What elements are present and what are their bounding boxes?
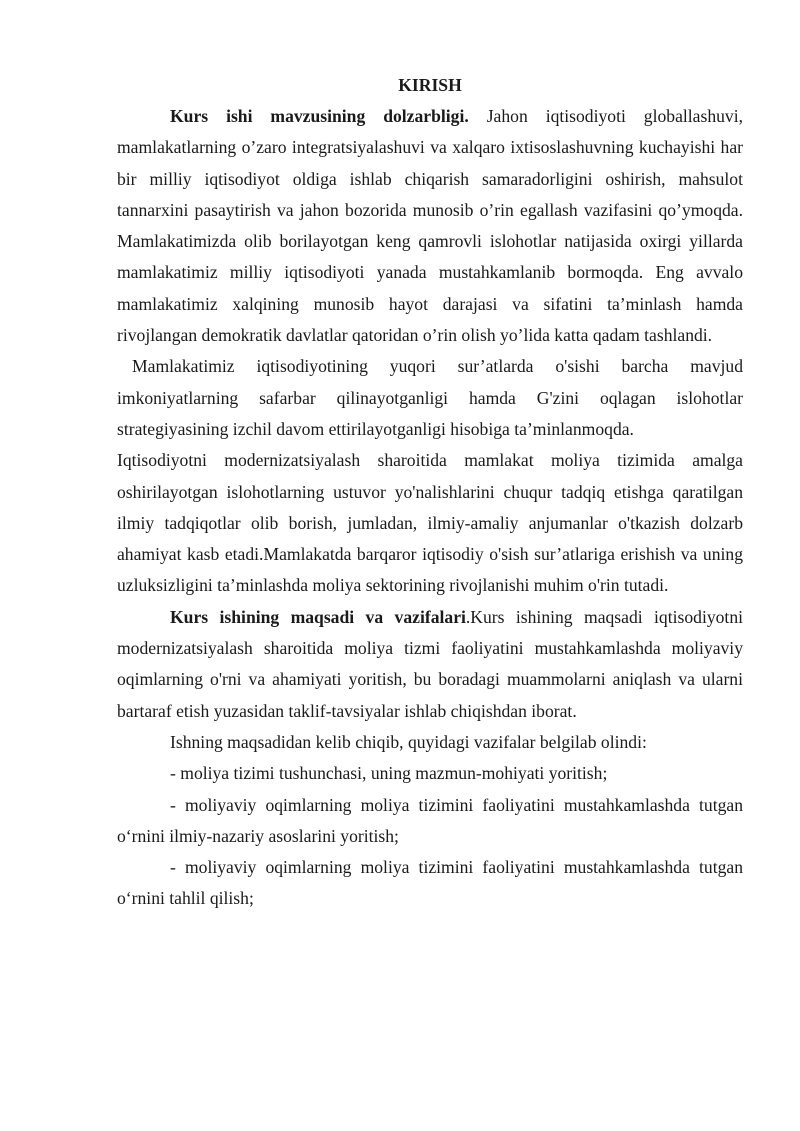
document-page xyxy=(117,70,743,915)
page-title: KIRISH xyxy=(398,75,462,95)
relevance-text: Jahon iqtisodiyoti globallashuvi, mamlakatlarning o’zaro integratsiyalashuvi va xalqaro ixtisoslashuvning kuchayishi har bir milliy iqtisodiyot oldiga ishlab chiqarish samaradorligini oshirish, mahsulot tannarxini pasaytirish va jahon bozorida munosib o’rin egallash vazifasini qo’ymoqda. Mamlakatimizda olib borilayotgan keng qamrovli islohotlar natijasida oxirgi yillarda mamlakatimiz milliy iqtisodiyoti yanada mustahkamlanib bormoqda. Eng avvalo mamlakatimiz xalqining munosib hayot darajasi va sifatini ta’minlash hamda rivojlangan demokratik davlatlar qatoridan o’rin olish yo’lida katta qadam tashlandi. xyxy=(117,106,743,346)
task-item: - moliyaviy oqimlarning moliya tizimini faoliyatini mustahkamlashda tutgan o‘rnini tahlil qilish; xyxy=(117,857,743,909)
task-item: - moliya tizimi tushunchasi, uning mazmun-mohiyati yoritish; xyxy=(170,763,608,784)
relevance-heading: Kurs ishi mavzusining dolzarbligi. xyxy=(170,106,469,126)
paragraph-goals xyxy=(117,602,743,727)
paragraph-growth: Mamlakatimiz iqtisodiyotining yuqori sur’atlarda o'sishi barcha mavjud imkoniyatlarning safarbar qilinayotganligi hamda G'zini oqlagan islohotlar strategiyasining izchil davom ettirilayotganligi hisobiga ta’minlanmoqda. xyxy=(117,356,743,439)
task-item: - moliyaviy oqimlarning moliya tizimini faoliyatini mustahkamlashda tutgan o‘rnini ilmiy-nazariy asoslarini yoritish; xyxy=(117,794,743,846)
paragraph-relevance xyxy=(117,101,743,351)
goals-text: .Kurs ishining maqsadi iqtisodiyotni modernizatsiyalash sharoitida moliya tizmi faoliyatini mustahkamlashda moliyaviy oqimlarning o'rni va ahamiyati yoritish, bu boradagi muammolarni aniqlash va ularni bartaraf etish yuzasidan taklif-tavsiyalar ishlab chiqishdan iborat. xyxy=(117,606,743,721)
goals-heading: Kurs ishining maqsadi va vazifalari xyxy=(170,606,466,627)
paragraph-modernization: Iqtisodiyotni modernizatsiyalash sharoitida mamlakat moliya tizimida amalga oshirilayotgan islohotlarning ustuvor yo'nalishlarini chuqur tadqiq etishga qaratilgan ilmiy tadqiqotlar olib borish, jumladan, ilmiy-amaliy anjumanlar o'tkazish dolzarb ahamiyat kasb etadi.Mamlakatda barqaror iqtisodiy o'sish sur’atlariga erishish va uning uzluksizligini ta’minlashda moliya sektorining rivojlanishi muhim o'rin tutadi. xyxy=(117,450,743,596)
paragraph-tasks-intro: Ishning maqsadidan kelib chiqib, quyidagi vazifalar belgilab olindi: xyxy=(170,731,647,752)
